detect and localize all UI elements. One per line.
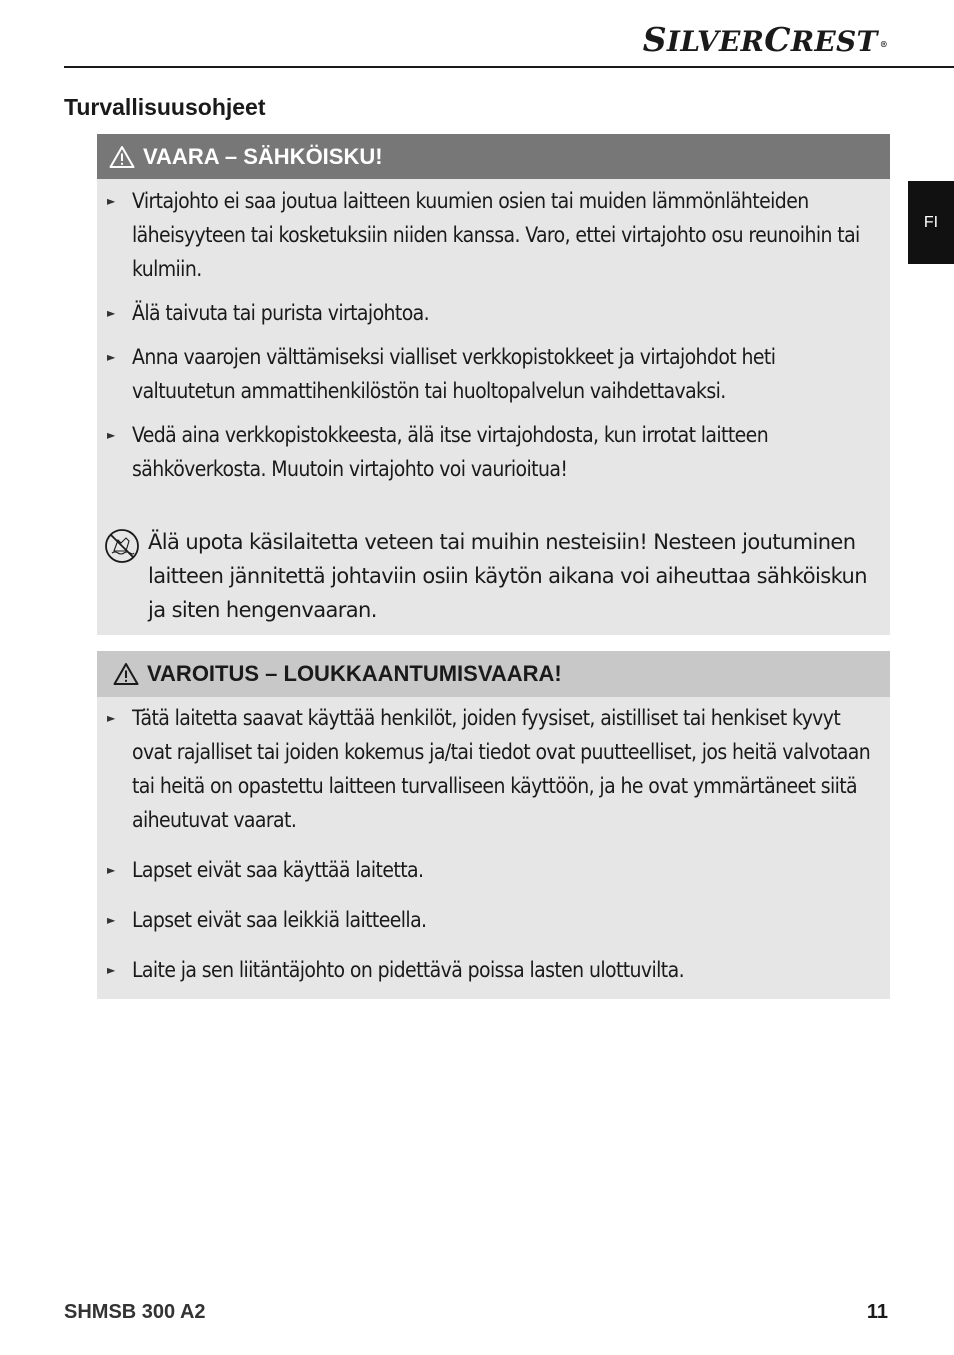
danger-item-4: ► Vedä aina verkkopistokkeesta, älä itse virtajohdosta, kun irrotat laitteen sähköverkosta. Muutoin virtajohto voi vaurioitua! [132,418,877,486]
bullet-arrow-icon: ► [107,913,116,927]
footer-model-number: SHMSB 300 A2 [64,1301,206,1323]
bullet-arrow-icon: ► [107,428,116,442]
danger-box [97,134,890,635]
header-divider [64,66,954,68]
danger-title: VAARA – SÄHKÖISKU! [143,143,383,169]
bullet-arrow-icon: ► [107,350,116,364]
section-title: Turvallisuusohjeet [64,94,266,120]
silvercrest-logo: SILVERCREST ® [642,20,888,59]
danger-item-3: ► Anna vaarojen välttämiseksi vialliset verkkopistokkeet ja virtajohdot heti valtuutetun ammattihenkilöstön tai huoltopalvelun vaihdettavaksi. [132,340,877,408]
bullet-arrow-icon: ► [107,963,116,977]
danger-header [97,134,890,179]
warning-item-1: ► Tätä laitetta saavat käyttää henkilöt, joiden fyysiset, aistilliset tai henkiset kyvyt ovat rajalliset tai joiden kokemus ja/tai tiedot ovat puutteelliset, jos heitä valvotaan tai heitä on opastettu laitteen turvalliseen käyttöön, ja he ovat ymmärtäneet siitä aiheutuvat vaarat. [132,701,877,837]
warning-item-3: ► Lapset eivät saa leikkiä laitteella. [132,903,877,937]
warning-title: VAROITUS – LOUKKAANTUMISVAARA! [147,661,562,686]
language-tab-label: FI [923,213,939,231]
bullet-arrow-icon: ► [107,306,116,320]
danger-item-2: ► Älä taivuta tai purista virtajohtoa. [132,296,877,330]
bullet-arrow-icon: ► [107,711,116,725]
language-tab [908,181,954,264]
bullet-arrow-icon: ► [107,194,116,208]
warning-item-4: ► Laite ja sen liitäntäjohto on pidettävä poissa lasten ulottuvilta. [132,953,877,987]
no-immersion-icon [104,528,140,564]
warning-triangle-icon [113,662,139,686]
warning-item-2: ► Lapset eivät saa käyttää laitetta. [132,853,877,887]
warning-box [97,651,890,999]
no-immersion-note: Älä upota käsilaitetta veteen tai muihin nesteisiin! Nesteen joutuminen laitteen jännitettä johtaviin osiin käytön aikana voi aiheuttaa sähköiskun ja siten hengenvaaran. [104,525,886,627]
bullet-arrow-icon: ► [107,863,116,877]
danger-item-1: ► Virtajohto ei saa joutua laitteen kuumien osien tai muiden lämmönlähteiden läheisyyteen tai kosketuksiin niiden kanssa. Varo, ettei virtajohto osu reunoihin tai kulmiin. [132,184,877,286]
footer-page-number: 11 [866,1301,888,1323]
warning-header [97,651,890,697]
warning-triangle-icon [109,145,135,169]
